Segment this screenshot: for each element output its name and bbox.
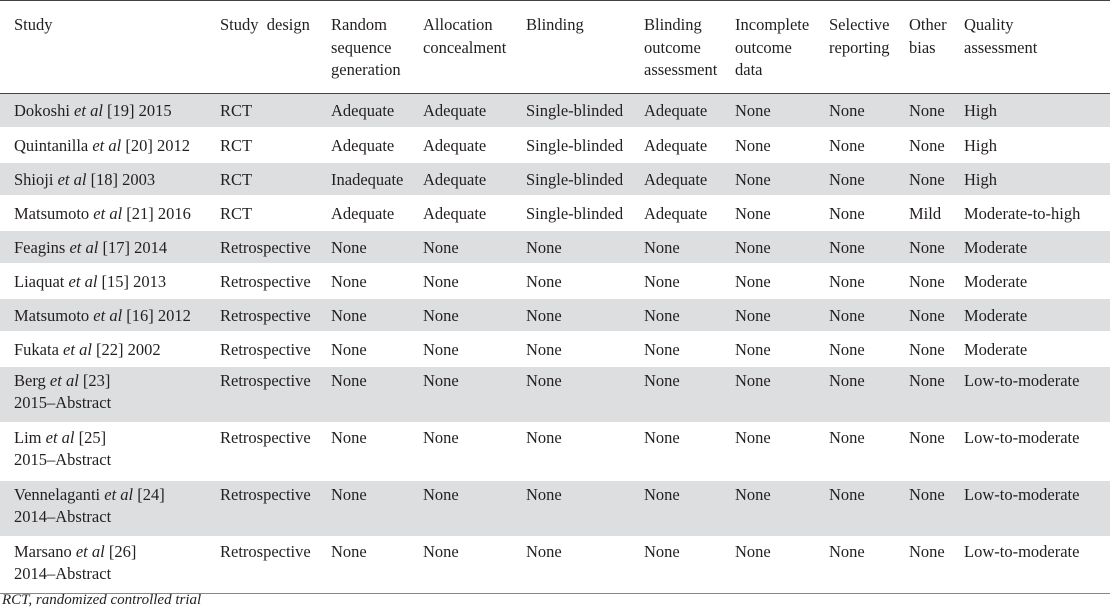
table-cell: None [423, 230, 526, 264]
study-reference: [26] [104, 541, 137, 561]
table-cell: None [526, 480, 644, 537]
table-cell: None [909, 480, 964, 537]
study-reference: [20] 2012 [121, 135, 190, 155]
table-cell: None [735, 537, 829, 594]
column-header [220, 1, 331, 94]
table-cell: None [829, 366, 909, 423]
table-cell: None [735, 332, 829, 366]
table-cell: None [526, 537, 644, 594]
column-header [526, 1, 644, 94]
study-reference: [23] [78, 370, 111, 390]
study-reference: [18] 2003 [86, 169, 156, 189]
table-cell: None [644, 230, 735, 264]
table-cell: RCT [220, 162, 331, 196]
column-header [0, 1, 220, 94]
table-cell: None [909, 298, 964, 332]
table-cell: Adequate [423, 128, 526, 162]
table-row [0, 332, 1110, 366]
table-cell: None [644, 537, 735, 594]
table-cell: None [829, 298, 909, 332]
table-cell: None [526, 298, 644, 332]
table-cell: None [331, 298, 423, 332]
column-header [735, 1, 829, 94]
table-cell: None [909, 128, 964, 162]
table-cell: None [331, 366, 423, 423]
table-cell: None [909, 366, 964, 423]
column-header-line: sequence [331, 37, 392, 57]
table-cell: Retrospective [220, 480, 331, 537]
table-cell: Low-to-moderate [964, 480, 1110, 537]
table-cell: None [735, 298, 829, 332]
column-header-line: Incomplete [735, 15, 810, 34]
et-al: et al [69, 237, 99, 257]
et-al: et al [75, 541, 105, 561]
study-author: Dokoshi [14, 101, 75, 120]
table-cell: None [644, 423, 735, 480]
study-cell [0, 537, 220, 594]
column-header-line: Blinding [644, 15, 702, 34]
study-reference: [16] 2012 [122, 305, 191, 325]
column-header-line: Quality [964, 15, 1014, 34]
column-header-line: Selective [829, 15, 890, 34]
table-cell: None [829, 162, 909, 196]
table-cell: Retrospective [220, 366, 331, 423]
column-header [423, 1, 526, 94]
table-cell: Adequate [644, 196, 735, 230]
table-cell: High [964, 128, 1110, 162]
table-cell: High [964, 162, 1110, 196]
table-cell: None [829, 196, 909, 230]
table-cell: None [909, 332, 964, 366]
study-note: 2015–Abstract [14, 393, 112, 412]
table-cell: None [829, 480, 909, 537]
table-cell: Low-to-moderate [964, 366, 1110, 423]
table-cell: None [526, 264, 644, 298]
column-header [644, 1, 735, 94]
table-cell: Retrospective [220, 298, 331, 332]
table-cell: None [526, 332, 644, 366]
column-header-line: data [735, 60, 763, 79]
table-row [0, 366, 1110, 423]
table-cell: None [909, 537, 964, 594]
study-author: Liaquat [14, 271, 69, 291]
table-row [0, 196, 1110, 230]
study-reference: [21] 2016 [122, 203, 191, 223]
table-cell: None [423, 537, 526, 594]
table-cell: Adequate [331, 196, 423, 230]
column-header-line: outcome [735, 37, 792, 57]
table-cell: None [735, 423, 829, 480]
table-cell: None [735, 480, 829, 537]
column-header-line: outcome [644, 37, 701, 57]
table-cell: Single-blinded [526, 196, 644, 230]
table-body [0, 94, 1110, 594]
table-cell: None [829, 423, 909, 480]
table-cell: Mild [909, 196, 964, 230]
table-cell: None [735, 196, 829, 230]
table-cell: None [735, 94, 829, 128]
column-header-line: Study [14, 15, 53, 34]
column-header-line: Blinding [526, 15, 584, 34]
study-author: Feagins [14, 237, 70, 257]
table-cell: None [909, 230, 964, 264]
table-cell: Adequate [423, 162, 526, 196]
study-author: Shioji [14, 169, 58, 189]
study-author: Marsano [14, 541, 76, 561]
table-cell: RCT [220, 94, 331, 128]
table-header-row [0, 1, 1110, 94]
study-author: Matsumoto [14, 305, 94, 325]
table-cell: None [526, 423, 644, 480]
table-cell: None [829, 264, 909, 298]
study-cell [0, 332, 220, 366]
table-cell: None [644, 366, 735, 423]
table-cell: None [735, 230, 829, 264]
study-cell [0, 423, 220, 480]
study-note: 2014–Abstract [14, 564, 112, 583]
table-cell: Low-to-moderate [964, 537, 1110, 594]
et-al: et al [63, 339, 92, 359]
table-row [0, 128, 1110, 162]
column-header-line: Study design [220, 15, 310, 34]
table-cell: Adequate [644, 128, 735, 162]
table-cell: Moderate [964, 264, 1110, 298]
table-cell: Retrospective [220, 537, 331, 594]
table-cell: Inadequate [331, 162, 423, 196]
table-cell: None [644, 480, 735, 537]
table-row [0, 537, 1110, 594]
column-header-line: bias [909, 37, 936, 57]
study-reference: [15] 2013 [97, 271, 167, 291]
table-cell: High [964, 94, 1110, 128]
table-cell: None [423, 366, 526, 423]
table-cell: Adequate [331, 128, 423, 162]
table-cell: Single-blinded [526, 94, 644, 128]
column-header-line: concealment [423, 37, 507, 57]
study-author: Fukata [14, 339, 64, 359]
table-cell: None [735, 264, 829, 298]
table-cell: Moderate-to-high [964, 196, 1110, 230]
study-reference: [19] 2015 [102, 101, 172, 120]
table-cell: None [829, 128, 909, 162]
table-row [0, 298, 1110, 332]
column-header-line: reporting [829, 37, 890, 57]
column-header-line: assessment [964, 37, 1038, 57]
table-cell: None [909, 94, 964, 128]
study-reference: [24] [133, 484, 165, 504]
table-cell: RCT [220, 128, 331, 162]
et-al: et al [93, 305, 123, 325]
et-al: et al [92, 135, 122, 155]
study-note: 2015–Abstract [14, 450, 112, 469]
table-cell: None [829, 332, 909, 366]
et-al: et al [104, 484, 134, 504]
study-author: Lim [14, 427, 46, 447]
table-cell: None [526, 230, 644, 264]
table-cell: None [331, 230, 423, 264]
table-cell: Moderate [964, 230, 1110, 264]
study-cell [0, 264, 220, 298]
table-cell: None [644, 264, 735, 298]
table-cell: None [331, 423, 423, 480]
table-cell: Low-to-moderate [964, 423, 1110, 480]
table-cell: Adequate [331, 94, 423, 128]
study-cell [0, 196, 220, 230]
table-cell: None [423, 423, 526, 480]
table-row [0, 94, 1110, 128]
table-cell: Single-blinded [526, 162, 644, 196]
et-al: et al [68, 271, 98, 291]
study-cell [0, 230, 220, 264]
study-cell [0, 162, 220, 196]
study-cell [0, 298, 220, 332]
table-cell: None [644, 298, 735, 332]
table-cell: None [909, 162, 964, 196]
et-al: et al [57, 169, 87, 189]
table-cell: None [735, 366, 829, 423]
table-cell: None [526, 366, 644, 423]
column-header [331, 1, 423, 94]
study-cell [0, 94, 220, 128]
study-reference: [25] [74, 427, 107, 447]
table-cell: None [331, 264, 423, 298]
table-cell: Adequate [423, 94, 526, 128]
table-cell: Moderate [964, 332, 1110, 366]
table-cell: Retrospective [220, 332, 331, 366]
table-cell: None [829, 537, 909, 594]
table-cell: Retrospective [220, 230, 331, 264]
table-cell: None [644, 332, 735, 366]
column-header-line: assessment [644, 60, 718, 79]
study-note: 2014–Abstract [14, 507, 112, 526]
table-cell: Adequate [644, 162, 735, 196]
table-cell: None [331, 537, 423, 594]
table-cell: Adequate [644, 94, 735, 128]
table-cell: None [829, 230, 909, 264]
table-cell: None [331, 332, 423, 366]
table-cell: Retrospective [220, 423, 331, 480]
table-cell: None [909, 264, 964, 298]
table-row [0, 423, 1110, 480]
table-cell: None [423, 480, 526, 537]
column-header [909, 1, 964, 94]
column-header [964, 1, 1110, 94]
et-al: et al [74, 101, 103, 120]
study-author: Matsumoto [14, 203, 94, 223]
table-row [0, 264, 1110, 298]
table-cell: None [423, 332, 526, 366]
column-header-line: generation [331, 60, 401, 79]
table-footnote: RCT, randomized controlled trial [2, 592, 202, 608]
et-al: et al [45, 427, 75, 447]
study-author: Vennelaganti [14, 484, 105, 504]
study-reference: [17] 2014 [98, 237, 168, 257]
study-cell [0, 366, 220, 423]
et-al: et al [49, 370, 79, 390]
table-row [0, 162, 1110, 196]
table-cell: None [829, 94, 909, 128]
et-al: et al [93, 203, 123, 223]
column-header-line: Other [909, 15, 947, 34]
table-row [0, 230, 1110, 264]
study-author: Berg [14, 370, 50, 390]
table-cell: Single-blinded [526, 128, 644, 162]
table-cell: None [423, 298, 526, 332]
table-cell: Retrospective [220, 264, 331, 298]
study-cell [0, 128, 220, 162]
table-cell: Adequate [423, 196, 526, 230]
table-row [0, 480, 1110, 537]
table-cell: None [909, 423, 964, 480]
column-header-line: Random [331, 15, 387, 34]
table-cell: Moderate [964, 298, 1110, 332]
study-author: Quintanilla [14, 135, 93, 155]
column-header-line: Allocation [423, 15, 493, 34]
table-cell: RCT [220, 196, 331, 230]
column-header [829, 1, 909, 94]
table-cell: None [735, 162, 829, 196]
study-cell [0, 480, 220, 537]
study-reference: [22] 2002 [91, 339, 161, 359]
table-cell: None [423, 264, 526, 298]
table-cell: None [331, 480, 423, 537]
table-cell: None [735, 128, 829, 162]
